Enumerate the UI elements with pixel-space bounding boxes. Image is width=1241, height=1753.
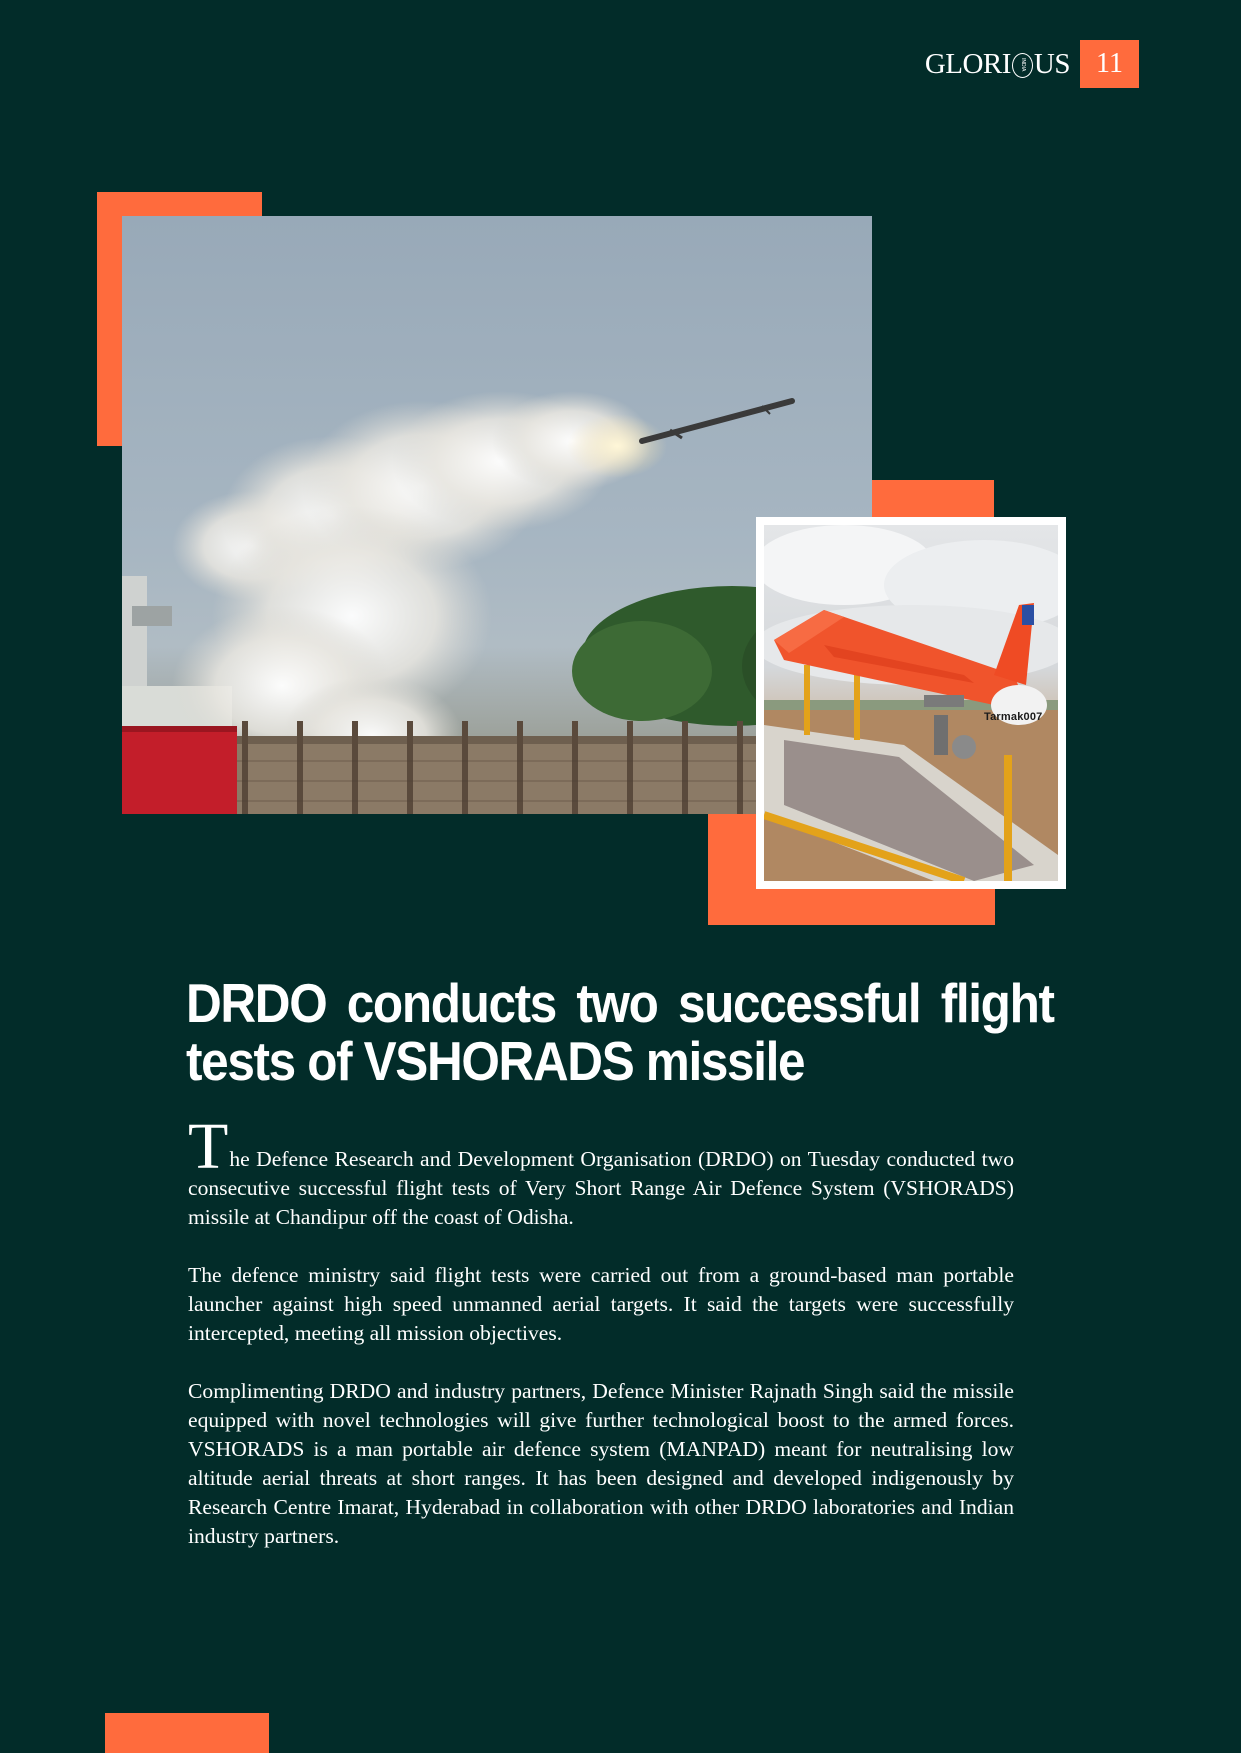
logo-text-prefix: GLORI — [924, 47, 1011, 80]
article-paragraph-1-text: he Defence Research and Development Organisation (DRDO) on Tuesday conducted two consecutive successful flight tests of Very Short Range Air Defence System (VSHORADS) missile at Chandipur off the coast of Odisha. — [188, 1147, 1014, 1229]
accent-block-right — [872, 480, 994, 517]
article-headline: DRDO conducts two successful flight tests of VSHORADS missile — [186, 972, 1054, 1092]
article-paragraph-1 — [188, 1110, 1014, 1232]
drone-target-photo — [764, 525, 1058, 881]
magazine-logo — [920, 40, 1070, 88]
article-paragraph-2: The defence ministry said flight tests were carried out from a ground-based man portable launcher against high speed unmanned aerial targets. It said the targets were successfully intercepted, meeting all mission objectives. — [188, 1263, 1014, 1345]
photo-watermark: Tarmak007 — [984, 711, 1043, 723]
accent-block-footer — [105, 1713, 269, 1753]
drop-cap: T — [188, 1110, 229, 1183]
article-paragraph-3: Complimenting DRDO and industry partners, Defence Minister Rajnath Singh said the missile equipped with novel technologies will give further technological boost to the armed forces. VSHORADS is a man portable air defence system (MANPAD) meant for neutralising low altitude aerial threats at short ranges. It has been designed and developed indigenously by Research Centre Imarat, Hyderabad in collaboration with other DRDO laboratories and Indian industry partners. — [188, 1379, 1014, 1548]
article-body — [188, 1110, 1014, 1580]
drone-illustration — [764, 525, 1058, 881]
page-number-badge: 11 — [1080, 40, 1139, 88]
drone-target-photo-frame — [756, 517, 1066, 889]
logo-o-inner-text: INDIA — [1019, 58, 1026, 72]
logo-text-suffix: US — [1033, 47, 1070, 80]
logo-o-emblem — [1012, 53, 1033, 78]
